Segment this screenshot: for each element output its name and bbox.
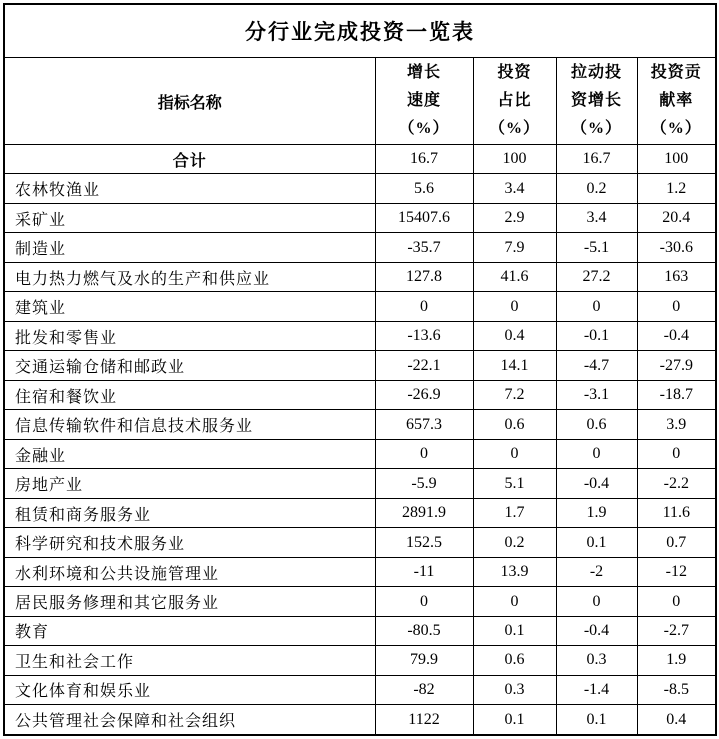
value-cell: 100 (637, 145, 716, 174)
value-cell: 3.4 (556, 203, 637, 232)
value-cell: 41.6 (473, 262, 556, 291)
investment-table (3, 3, 717, 736)
value-cell: 13.9 (473, 557, 556, 586)
value-cell: 0.1 (473, 705, 556, 735)
value-cell: 163 (637, 262, 716, 291)
value-cell: -35.7 (375, 233, 473, 262)
value-cell: 15407.6 (375, 203, 473, 232)
value-cell: 16.7 (375, 145, 473, 174)
industry-label-cell: 合计 (4, 145, 375, 174)
table-row (4, 321, 716, 350)
value-cell: -8.5 (637, 675, 716, 704)
table-row (4, 705, 716, 735)
title-row (4, 4, 716, 58)
industry-label-cell: 采矿业 (4, 203, 375, 232)
value-cell: 0.1 (556, 705, 637, 735)
value-cell: 1122 (375, 705, 473, 735)
value-cell: -12 (637, 557, 716, 586)
value-cell: 27.2 (556, 262, 637, 291)
value-cell: 0 (556, 587, 637, 616)
header-line: 拉动投 (570, 64, 622, 81)
industry-label-cell: 租赁和商务服务业 (4, 498, 375, 527)
value-cell: 152.5 (375, 528, 473, 557)
table-row (4, 616, 716, 645)
value-cell: 0.6 (473, 646, 556, 675)
value-cell: -0.4 (556, 616, 637, 645)
value-cell: -2.7 (637, 616, 716, 645)
industry-label-cell: 电力热力燃气及水的生产和供应业 (4, 262, 375, 291)
column-header-contribution-rate (637, 58, 716, 145)
column-header-investment-share (473, 58, 556, 145)
industry-label-cell: 批发和零售业 (4, 321, 375, 350)
value-cell: 0 (556, 439, 637, 468)
header-line: 投资 (497, 64, 532, 81)
industry-label-cell: 水利环境和公共设施管理业 (4, 557, 375, 586)
value-cell: 0 (375, 292, 473, 321)
table-row (4, 380, 716, 409)
header-line: 占比 (497, 92, 532, 109)
value-cell: 0.7 (637, 528, 716, 557)
table-row (4, 174, 716, 203)
value-cell: 1.9 (556, 498, 637, 527)
value-cell: 0 (473, 439, 556, 468)
value-cell: 14.1 (473, 351, 556, 380)
industry-label-cell: 金融业 (4, 439, 375, 468)
value-cell: -22.1 (375, 351, 473, 380)
value-cell: 0 (637, 439, 716, 468)
value-cell: -0.1 (556, 321, 637, 350)
value-cell: 3.9 (637, 410, 716, 439)
industry-label-cell: 交通运输仓储和邮政业 (4, 351, 375, 380)
industry-label-cell: 房地产业 (4, 469, 375, 498)
table-row (4, 203, 716, 232)
table-row (4, 233, 716, 262)
value-cell: 0.2 (556, 174, 637, 203)
value-cell: -3.1 (556, 380, 637, 409)
table-row (4, 145, 716, 174)
value-cell: 0.3 (473, 675, 556, 704)
value-cell: 0.4 (637, 705, 716, 735)
header-line: 速度 (406, 92, 441, 109)
value-cell: -2.2 (637, 469, 716, 498)
page-title: 分行业完成投资一览表 (4, 4, 716, 58)
header-line: 增长 (406, 64, 441, 81)
table-row (4, 469, 716, 498)
value-cell: 657.3 (375, 410, 473, 439)
value-cell: 0 (556, 292, 637, 321)
table-row (4, 528, 716, 557)
value-cell: 5.1 (473, 469, 556, 498)
value-cell: -27.9 (637, 351, 716, 380)
value-cell: 7.9 (473, 233, 556, 262)
value-cell: -2 (556, 557, 637, 586)
value-cell: 1.9 (637, 646, 716, 675)
header-line: 资增长 (570, 92, 622, 109)
value-cell: 0.1 (556, 528, 637, 557)
column-header-growth-rate (375, 58, 473, 145)
value-cell: 0 (473, 587, 556, 616)
value-cell: 0.4 (473, 321, 556, 350)
value-cell: -0.4 (556, 469, 637, 498)
value-cell: 1.2 (637, 174, 716, 203)
table-row (4, 410, 716, 439)
industry-label-cell: 卫生和社会工作 (4, 646, 375, 675)
value-cell: -82 (375, 675, 473, 704)
value-cell: 0.6 (473, 410, 556, 439)
value-cell: 0.1 (473, 616, 556, 645)
value-cell: 0.3 (556, 646, 637, 675)
industry-label-cell: 住宿和餐饮业 (4, 380, 375, 409)
column-header-driven-growth (556, 58, 637, 145)
header-line: 献率 (659, 92, 694, 109)
value-cell: 3.4 (473, 174, 556, 203)
value-cell: 2.9 (473, 203, 556, 232)
value-cell: 5.6 (375, 174, 473, 203)
value-cell: 0.6 (556, 410, 637, 439)
value-cell: 0 (637, 292, 716, 321)
value-cell: 2891.9 (375, 498, 473, 527)
value-cell: -5.1 (556, 233, 637, 262)
value-cell: 127.8 (375, 262, 473, 291)
header-line: （%） (398, 120, 450, 137)
industry-label-cell: 制造业 (4, 233, 375, 262)
value-cell: -1.4 (556, 675, 637, 704)
table-row (4, 292, 716, 321)
value-cell: 11.6 (637, 498, 716, 527)
value-cell: 0.2 (473, 528, 556, 557)
industry-label-cell: 信息传输软件和信息技术服务业 (4, 410, 375, 439)
value-cell: -4.7 (556, 351, 637, 380)
value-cell: -13.6 (375, 321, 473, 350)
value-cell: 16.7 (556, 145, 637, 174)
value-cell: -18.7 (637, 380, 716, 409)
table-body (4, 145, 716, 736)
table-row (4, 646, 716, 675)
header-line: 投资贡 (650, 64, 702, 81)
industry-label-cell: 公共管理社会保障和社会组织 (4, 705, 375, 735)
table-row (4, 498, 716, 527)
industry-label-cell: 建筑业 (4, 292, 375, 321)
value-cell: -26.9 (375, 380, 473, 409)
table-row (4, 351, 716, 380)
industry-label-cell: 科学研究和技术服务业 (4, 528, 375, 557)
value-cell: -80.5 (375, 616, 473, 645)
value-cell: 0 (473, 292, 556, 321)
value-cell: 1.7 (473, 498, 556, 527)
table-row (4, 439, 716, 468)
value-cell: 20.4 (637, 203, 716, 232)
value-cell: 79.9 (375, 646, 473, 675)
value-cell: 100 (473, 145, 556, 174)
value-cell: 0 (637, 587, 716, 616)
industry-label-cell: 文化体育和娱乐业 (4, 675, 375, 704)
header-line: （%） (570, 120, 622, 137)
industry-label-cell: 居民服务修理和其它服务业 (4, 587, 375, 616)
header-line: （%） (488, 120, 540, 137)
industry-label-cell: 农林牧渔业 (4, 174, 375, 203)
value-cell: 7.2 (473, 380, 556, 409)
column-header-row (4, 58, 716, 145)
table-row (4, 557, 716, 586)
value-cell: -0.4 (637, 321, 716, 350)
industry-label-cell: 教育 (4, 616, 375, 645)
table-row (4, 675, 716, 704)
value-cell: 0 (375, 439, 473, 468)
table-row (4, 587, 716, 616)
value-cell: -30.6 (637, 233, 716, 262)
header-line: （%） (650, 120, 702, 137)
value-cell: 0 (375, 587, 473, 616)
value-cell: -5.9 (375, 469, 473, 498)
value-cell: -11 (375, 557, 473, 586)
column-header-indicator-name: 指标名称 (4, 58, 375, 145)
table-row (4, 262, 716, 291)
